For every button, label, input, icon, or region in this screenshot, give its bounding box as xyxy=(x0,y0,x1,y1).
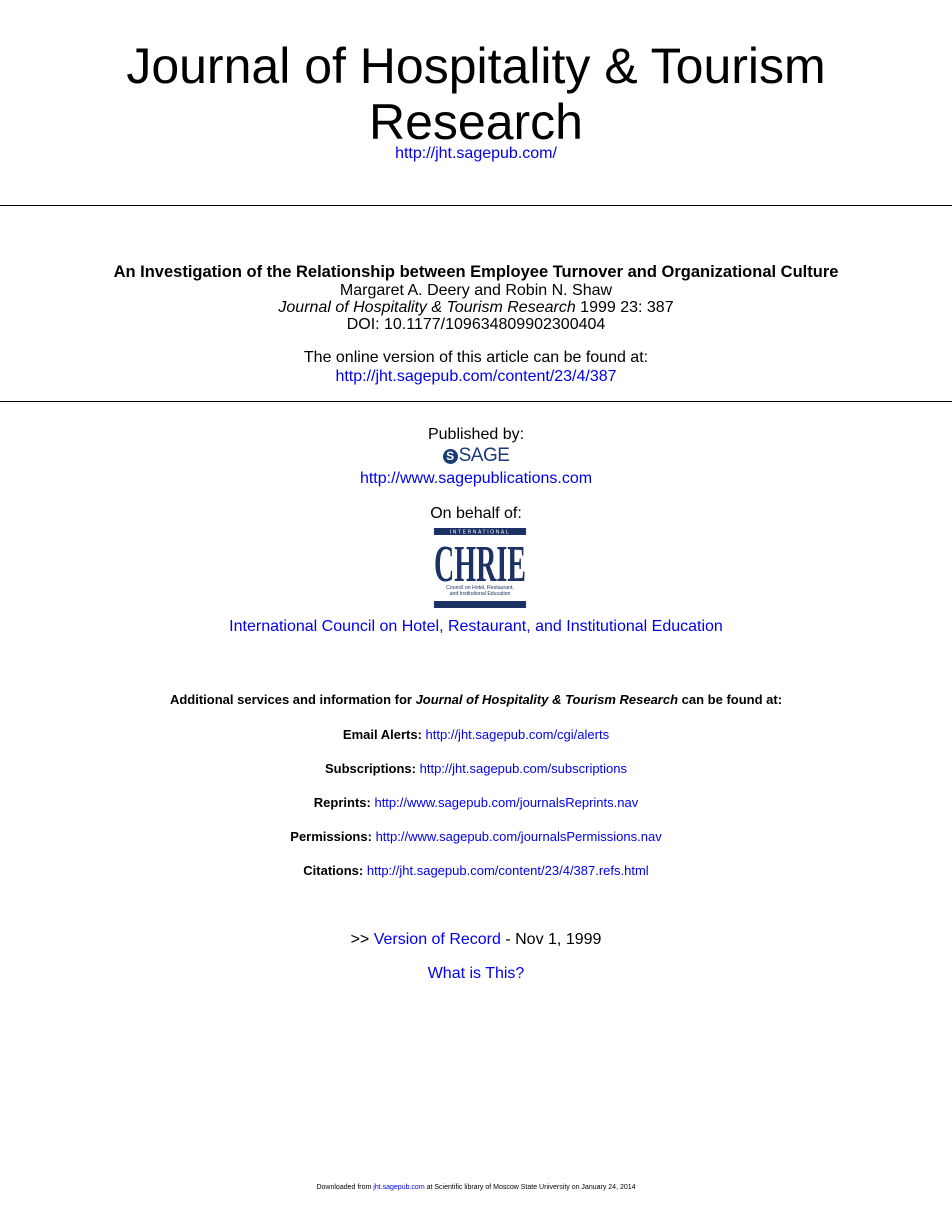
chrie-name-text: CHRIE xyxy=(434,536,526,593)
chrie-sub-line2: and Institutional Education xyxy=(449,591,511,597)
version-row xyxy=(0,931,952,949)
sage-url-row xyxy=(0,470,952,488)
journal-url-row xyxy=(0,145,952,163)
service-citations xyxy=(0,863,952,878)
chrie-top-text: INTERNATIONAL xyxy=(449,529,511,536)
citation-journal: Journal of Hospitality & Tourism Research xyxy=(278,299,576,316)
chrie-bottom-band xyxy=(434,601,526,608)
download-footer xyxy=(0,1184,952,1191)
reprints-link[interactable]: http://www.sagepub.com/journalsReprints.nav xyxy=(374,795,639,810)
sage-logo-text: SAGE xyxy=(458,445,510,466)
version-date: - Nov 1, 1999 xyxy=(500,931,602,948)
service-subscriptions xyxy=(0,761,952,776)
article-citation xyxy=(0,299,952,317)
service-label: Citations: xyxy=(303,863,364,878)
journal-title-line1: Journal of Hospitality & Tourism xyxy=(126,38,826,94)
sage-logo[interactable] xyxy=(443,445,510,467)
citation-volume: 1999 23: 387 xyxy=(575,299,674,316)
council-link[interactable]: International Council on Hotel, Restaurant, and Institutional Education xyxy=(229,618,723,635)
middle-divider xyxy=(0,401,952,402)
journal-title-line2: Research xyxy=(369,94,583,150)
what-is-this-row xyxy=(0,965,952,983)
footer-link[interactable]: jht.sagepub.com xyxy=(373,1184,425,1191)
subscriptions-link[interactable]: http://jht.sagepub.com/subscriptions xyxy=(419,761,628,776)
sage-s-icon: S xyxy=(443,449,458,464)
services-intro-post: can be found at: xyxy=(678,692,783,707)
published-by-label: Published by: xyxy=(427,426,525,443)
online-version-link[interactable]: http://jht.sagepub.com/content/23/4/387 xyxy=(335,368,617,385)
service-email-alerts xyxy=(0,727,952,742)
top-divider xyxy=(0,205,952,206)
sage-url-link[interactable]: http://www.sagepublications.com xyxy=(359,470,593,487)
services-intro-journal: Journal of Hospitality & Tourism Research xyxy=(415,692,679,707)
version-of-record-link[interactable]: Version of Record xyxy=(373,931,501,948)
journal-url-link[interactable]: http://jht.sagepub.com/ xyxy=(395,145,557,162)
what-is-this-link[interactable]: What is This? xyxy=(427,965,525,982)
article-title: An Investigation of the Relationship between Employee Turnover and Organizational Culture xyxy=(113,263,839,281)
article-authors: Margaret A. Deery and Robin N. Shaw xyxy=(339,282,613,299)
service-reprints xyxy=(0,795,952,810)
footer-pre: Downloaded from xyxy=(316,1184,374,1191)
service-label: Permissions: xyxy=(290,829,372,844)
article-doi: DOI: 10.1177/109634809902300404 xyxy=(346,316,606,333)
service-label: Email Alerts: xyxy=(342,727,422,742)
sage-logo-row xyxy=(0,445,952,465)
chrie-logo[interactable] xyxy=(434,528,526,608)
chrie-sub-line1: Council on Hotel, Restaurant, xyxy=(446,585,514,591)
footer-post: at Scientific library of Moscow State University on January 24, 2014 xyxy=(424,1184,636,1191)
services-intro-pre: Additional services and information for xyxy=(169,692,416,707)
email-alerts-link[interactable]: http://jht.sagepub.com/cgi/alerts xyxy=(425,727,610,742)
council-row xyxy=(0,618,952,636)
service-permissions xyxy=(0,829,952,844)
service-label: Subscriptions: xyxy=(324,761,416,776)
services-intro xyxy=(0,692,952,707)
version-prefix: >> xyxy=(350,931,374,948)
service-label: Reprints: xyxy=(313,795,371,810)
citations-link[interactable]: http://jht.sagepub.com/content/23/4/387.refs.html xyxy=(366,863,649,878)
permissions-link[interactable]: http://www.sagepub.com/journalsPermissions.nav xyxy=(375,829,662,844)
online-version-row xyxy=(0,368,952,386)
online-version-intro: The online version of this article can be found at: xyxy=(303,349,649,366)
on-behalf-label: On behalf of: xyxy=(430,505,522,522)
